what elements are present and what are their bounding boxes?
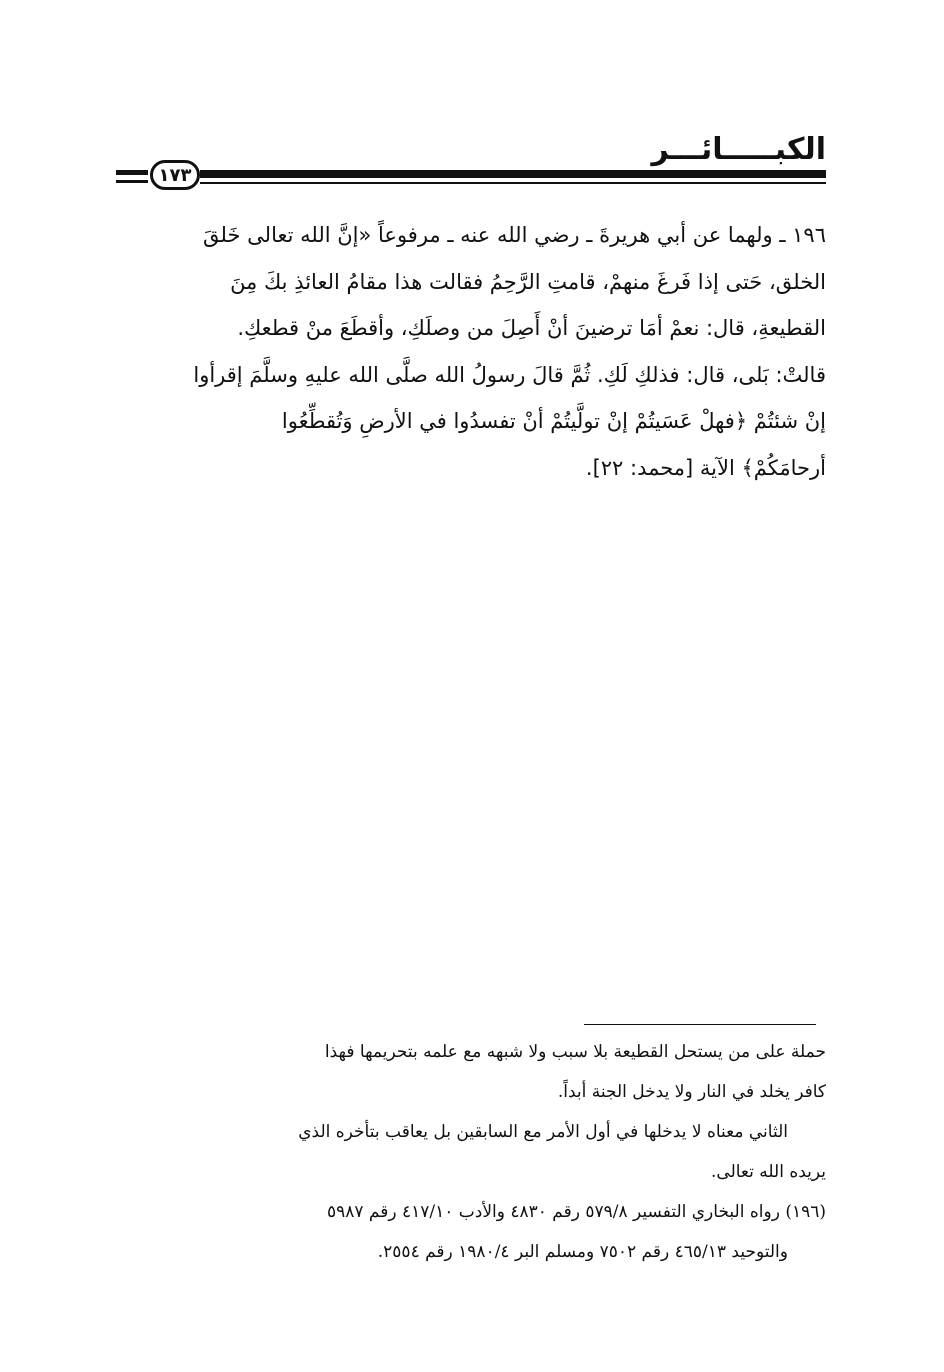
- header-rule-left-lower: [116, 180, 148, 183]
- hadith-text: [118, 212, 826, 491]
- footnote-reference-line: والتوحيد ٤٦٥/١٣ رقم ٧٥٠٢ ومسلم البر ١٩٨٠/٤ رقم ٢٥٥٤.: [377, 1242, 788, 1262]
- running-header-title: الكبـــــائـــر: [651, 132, 826, 167]
- footnote-line: الثاني معناه لا يدخلها في أول الأمر مع السابقين بل يعاقب بتأخره الذي: [298, 1122, 788, 1142]
- header-rule-left-upper: [116, 170, 148, 175]
- hadith-line: ١٩٦ ـ ولهما عن أبي هريرةَ ـ رضي الله عنه ـ مرفوعاً «إنَّ الله تعالى خَلقَ: [203, 223, 826, 247]
- footnote-separator: [584, 1024, 816, 1025]
- hadith-line-quran: إنْ شئتُمْ ﴿فهلْ عَسَيتُمْ إنْ تولَّيتُمْ أنْ تفسدُوا في الأرضِ وَتُقطِّعُوا: [281, 409, 826, 433]
- hadith-line: أرحامَكُمْ﴾ الآية [محمد: ٢٢].: [585, 455, 826, 480]
- hadith-line: القطيعةِ، قال: نعمْ أمَا ترضينَ أنْ أَصِلَ من وصلَكِ، وأقطَعَ منْ قطعكِ.: [237, 316, 826, 340]
- footnote-line: كافر يخلد في النار ولا يدخل الجنة أبداً.: [557, 1082, 826, 1102]
- hadith-line: الخلق، حَتى إذا فَرغَ منهمْ، قامتِ الرَّحِمُ فقالت هذا مقامُ العائذِ بكَ مِنَ: [230, 269, 826, 294]
- page-number-badge: ١٧٣: [150, 160, 200, 190]
- footnote-reference-line: (١٩٦) رواه البخاري التفسير ٥٧٩/٨ رقم ٤٨٣٠ والأدب ٤١٧/١٠ رقم ٥٩٨٧: [326, 1202, 826, 1222]
- footnote-line: حملة على من يستحل القطيعة بلا سبب ولا شبهه مع علمه بتحريمها فهذا: [324, 1042, 826, 1062]
- header-rule-thick: [200, 170, 826, 178]
- footnotes: [108, 1032, 826, 1272]
- footnote-line: يريده الله تعالى.: [711, 1162, 826, 1182]
- header-rule-thin: [200, 182, 826, 184]
- hadith-line: قالتْ: بَلى، قال: فذلكِ لَكِ. ثُمَّ قالَ رسولُ الله صلَّى الله عليهِ وسلَّمَ إقرأوا: [193, 362, 826, 387]
